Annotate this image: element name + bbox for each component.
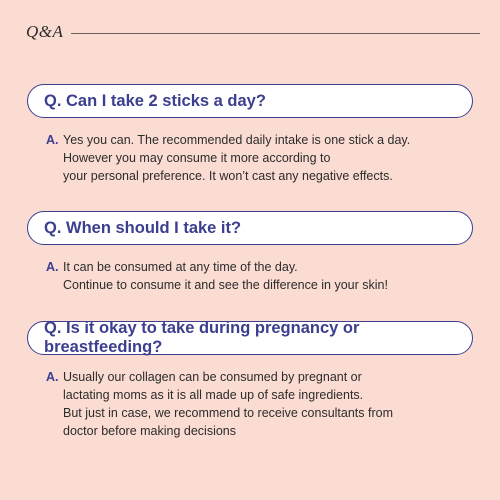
page-title: Q&A [26,22,64,41]
answer-line: It can be consumed at any time of the day. [63,260,298,274]
header-divider [71,33,480,34]
faq-answer-2 [46,258,466,294]
answer-prefix: A. [46,260,59,274]
faq-answer-1 [46,131,466,185]
header [26,20,480,44]
faq-question-2: Q. When should I take it? [27,211,473,245]
answer-line: your personal preference. It won’t cast any negative effects. [63,169,393,183]
faq-question-1: Q. Can I take 2 sticks a day? [27,84,473,118]
answer-prefix: A. [46,133,59,147]
faq-answer-3 [46,368,466,440]
answer-line: Yes you can. The recommended daily intake is one stick a day. [63,133,411,147]
answer-line: But just in case, we recommend to receive consultants from [63,406,394,420]
answer-line: lactating moms as it is all made up of safe ingredients. [63,388,364,402]
answer-line: Continue to consume it and see the difference in your skin! [63,278,388,292]
answer-prefix: A. [46,370,59,384]
answer-line: However you may consume it more according to [63,151,331,165]
answer-line: doctor before making decisions [63,424,237,438]
faq-question-3: Q. Is it okay to take during pregnancy or breastfeeding? [27,321,473,355]
answer-line: Usually our collagen can be consumed by pregnant or [63,370,362,384]
